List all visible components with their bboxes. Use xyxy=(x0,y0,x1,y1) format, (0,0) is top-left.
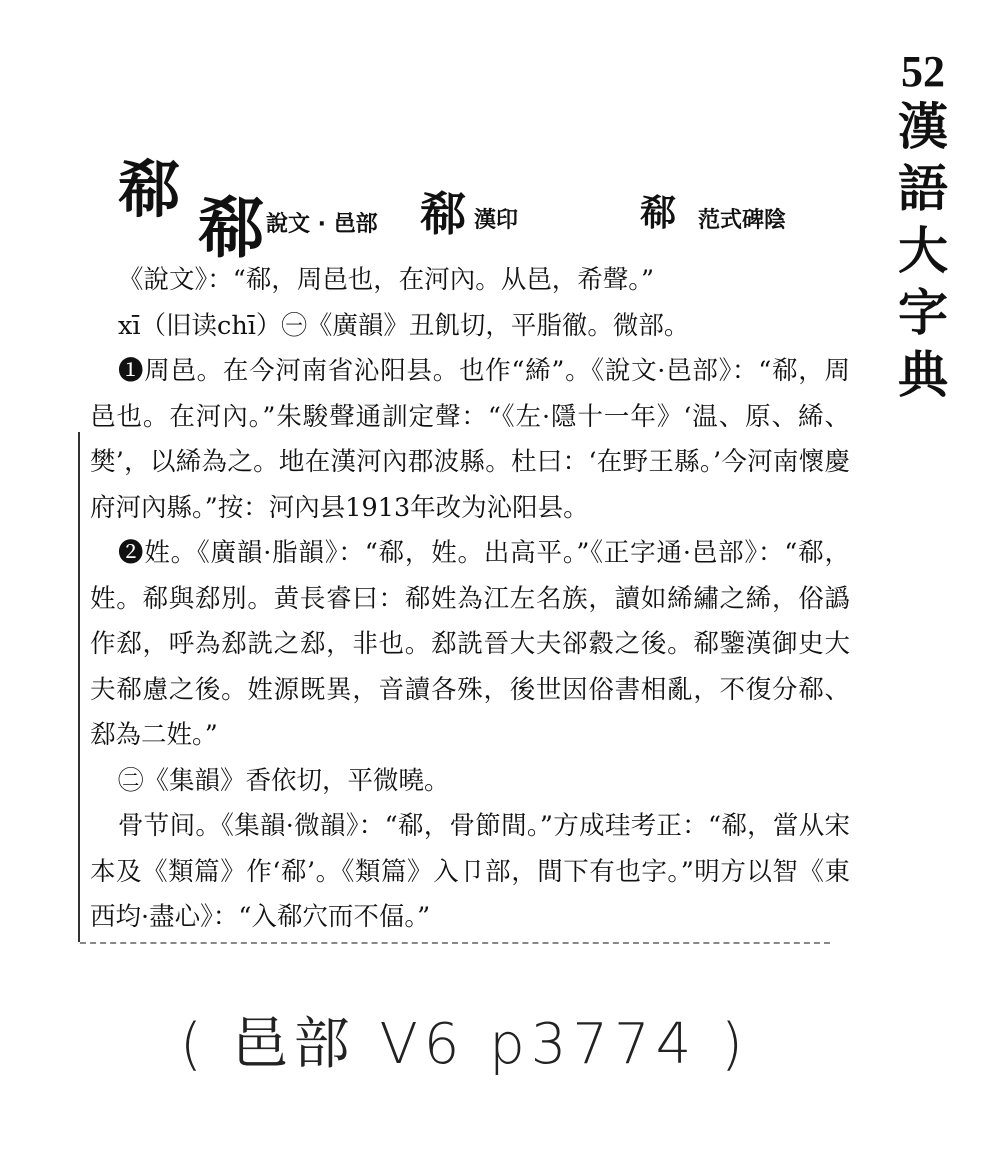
margin-rule xyxy=(78,432,80,942)
title-char: 字 xyxy=(898,283,948,342)
dictionary-title xyxy=(888,48,958,406)
pronunciation-line: xī（旧读chī）㊀《廣韻》丑飢切，平脂徹。微部。 xyxy=(118,310,690,341)
volume-number: 52 xyxy=(901,47,945,96)
stele-glyph: 郗 xyxy=(640,192,677,234)
glyph-source-label: 說文 · 邑部 xyxy=(266,212,378,237)
handwritten-reference: ( 邑部 V6 p3774 ) xyxy=(180,1012,749,1077)
glyph-source-label: 漢印 xyxy=(474,208,519,233)
sense-1: ❶周邑。在今河南省沁阳县。也作“絺”。《說文·邑部》：“郗，周邑也。在河內。”朱駿聲通訓定聲：“《左·隱十一年》‘温、原、絺、樊’，以絺為之。地在漢河內郡波縣。杜曰：‘在野王縣。’今河南懷慶府河內縣。”按：河內县1913年改为沁阳县。 xyxy=(90,356,850,523)
seal-script-glyph: 郗 xyxy=(198,189,264,267)
han-seal-glyph: 郗 xyxy=(420,187,466,241)
sense-3: 骨节间。《集韻·微韻》：“郗，骨節間。”方成珪考正：“郗，當从宋本及《類篇》作‘郗’。《類篇》入卩部，間下有也字。”明方以智《東西均·盡心》：“入郗穴而不偪。” xyxy=(90,811,850,932)
glyph-source-label: 范式碑陰 xyxy=(698,208,787,233)
title-char: 語 xyxy=(898,159,948,218)
entry-body xyxy=(90,258,850,941)
sense-2: ❷姓。《廣韻·脂韻》：“郗，姓。出高平。”《正字通·邑部》：“郗，姓。郗與郄別。黄長睿曰：郗姓為江左名族，讀如絺繡之絺，俗譌作郄，呼為郄詵之郄，非也。郄詵晉大夫郤縠之後。郗鑒漢御史大夫郗慮之後。姓源既異，音讀各殊，後世因俗書相亂，不復分郗、郄為二姓。” xyxy=(90,538,850,750)
pronunciation-line-2: ㊁《集韻》香依切，平微曉。 xyxy=(118,765,450,796)
title-char: 漢 xyxy=(898,97,948,156)
entry-headword: 郗 xyxy=(118,153,179,226)
shuowen-citation: 《說文》：“郗，周邑也，在河內。从邑，希聲。” xyxy=(118,265,655,295)
title-char: 大 xyxy=(898,221,948,280)
bottom-rule xyxy=(80,942,830,944)
title-char: 典 xyxy=(898,345,948,404)
